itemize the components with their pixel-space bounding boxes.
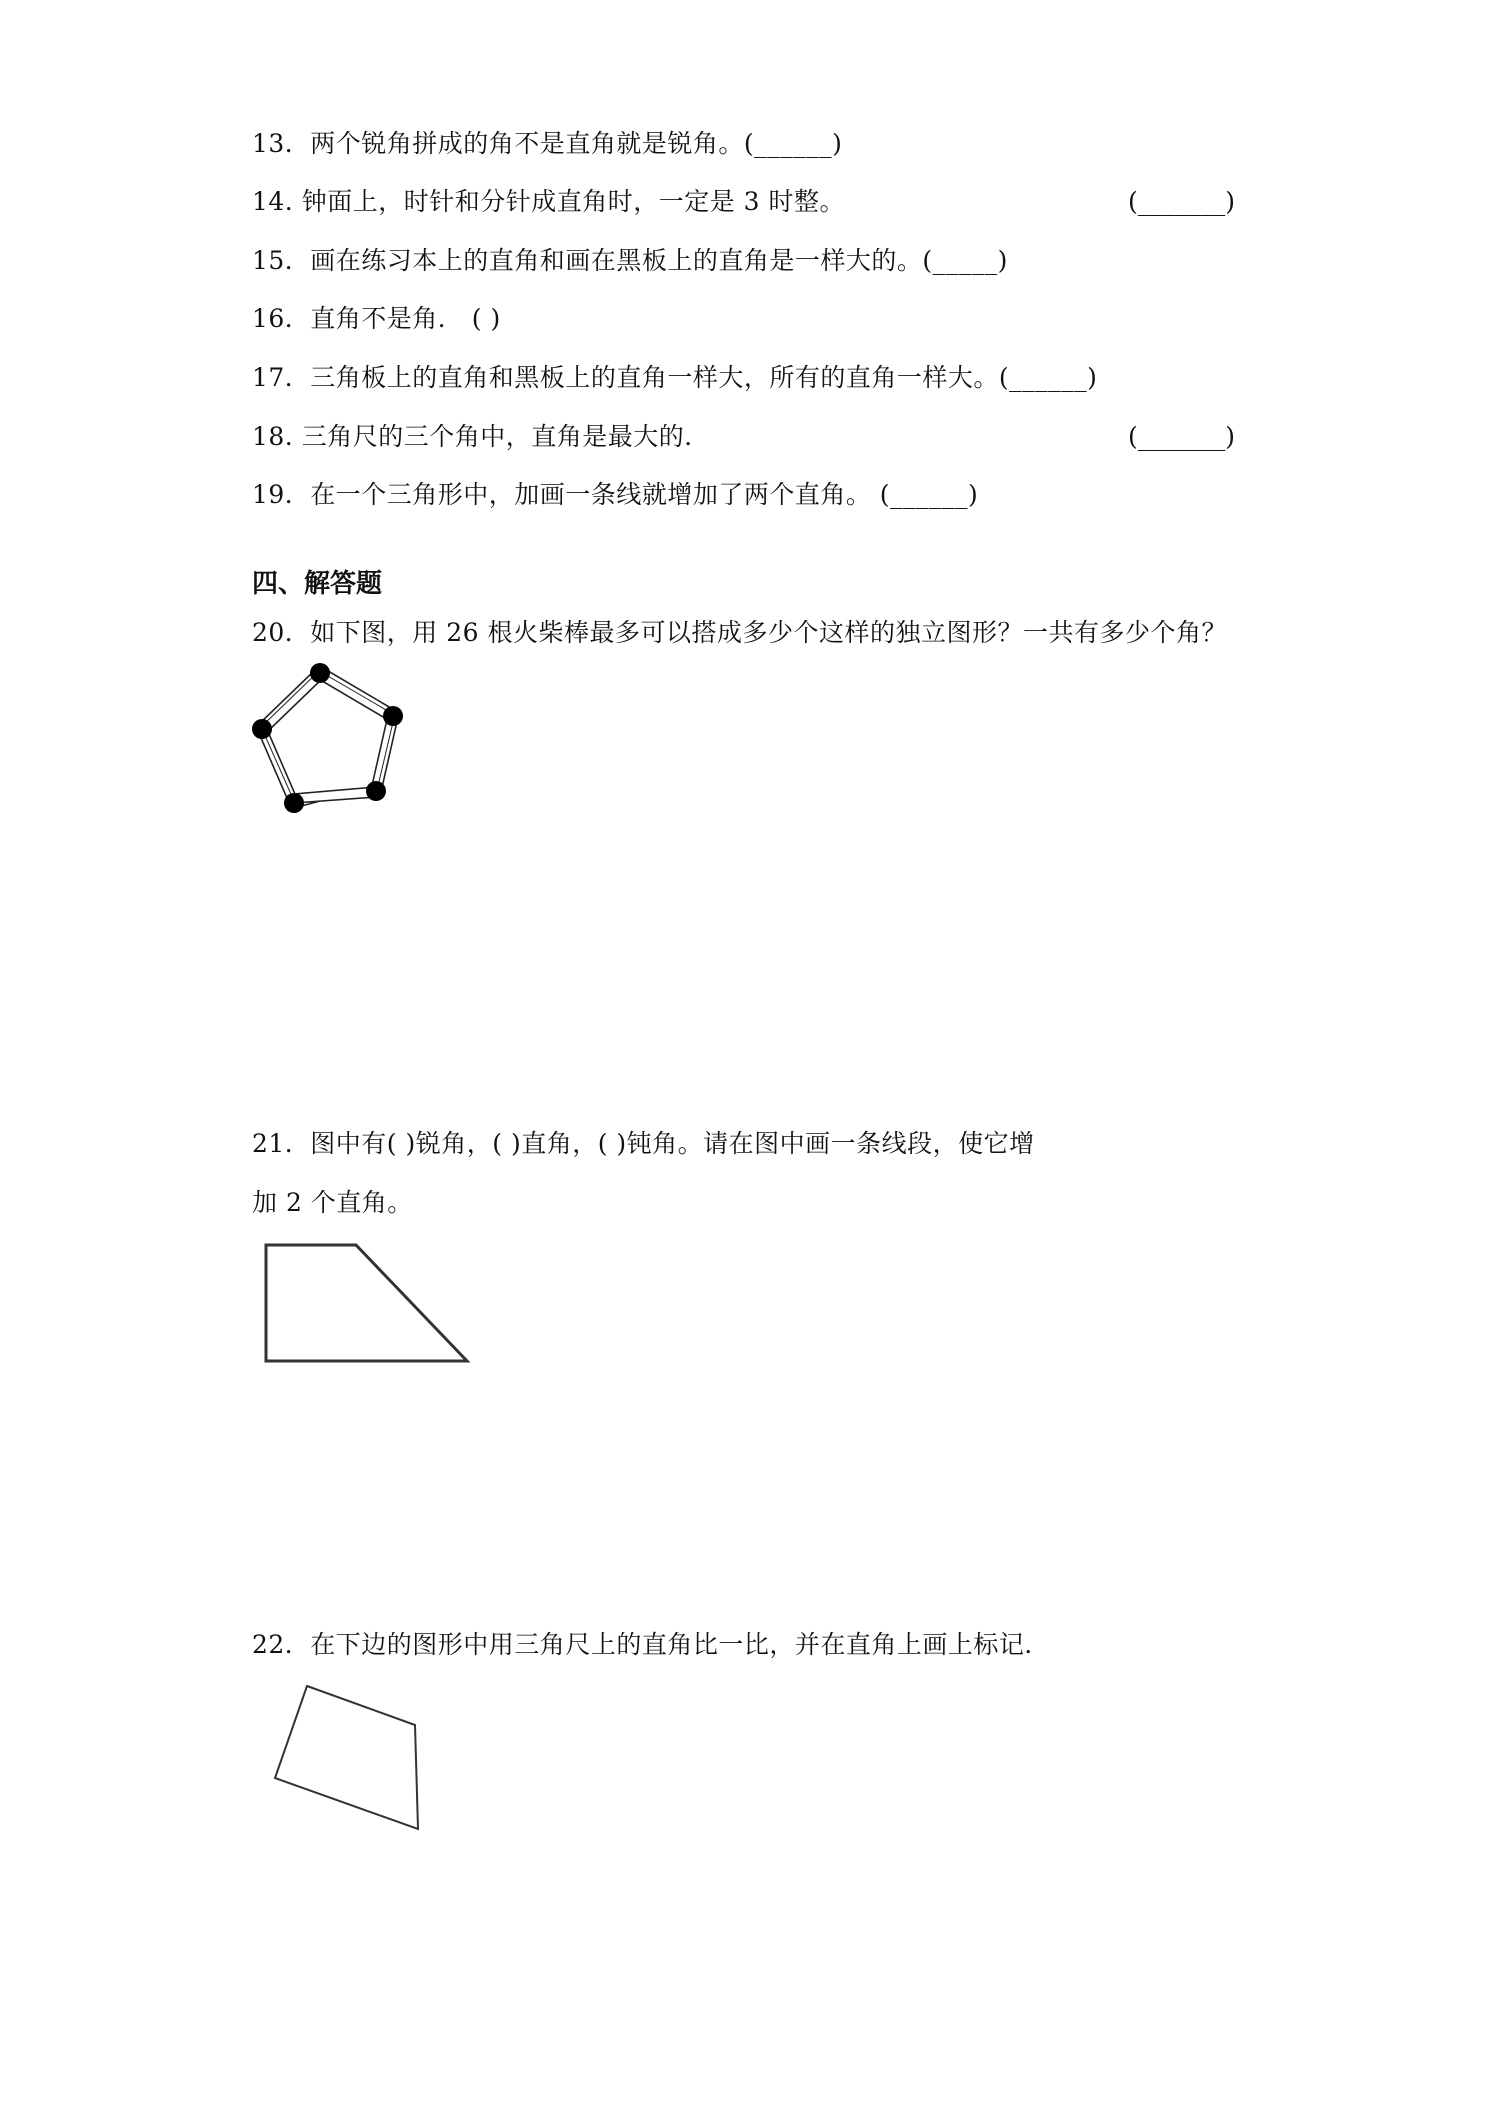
question-19: 19．在一个三角形中，加画一条线就增加了两个直角。 (______) bbox=[252, 480, 979, 509]
question-14: 14. 钟面上，时针和分针成直角时，一定是 3 时整。 bbox=[252, 187, 846, 216]
matchstick bbox=[294, 787, 376, 803]
problem-21-line-2: 加 2 个直角。 bbox=[252, 1188, 413, 1217]
trapezoid-outline bbox=[266, 1245, 467, 1361]
question-14-answer-blank: (_______) bbox=[1128, 187, 1236, 216]
problem-22: 22．在下边的图形中用三角尺上的直角比一比，并在直角上画上标记． bbox=[252, 1630, 1050, 1659]
question-16: 16．直角不是角． ( ) bbox=[252, 304, 501, 333]
match-head bbox=[284, 793, 304, 813]
match-head bbox=[383, 706, 403, 726]
problem-21-line-1: 21．图中有( )锐角，( )直角，( )钝角。请在图中画一条线段，使它增 bbox=[252, 1129, 1035, 1158]
question-17: 17．三角板上的直角和黑板上的直角一样大，所有的直角一样大。(______) bbox=[252, 363, 1098, 392]
question-18: 18. 三角尺的三个角中，直角是最大的． bbox=[252, 422, 710, 451]
match-head bbox=[366, 781, 386, 801]
quadrilateral-figure bbox=[270, 1680, 430, 1840]
matchstick-pentagon-figure bbox=[250, 660, 410, 820]
question-18-answer-blank: (_______) bbox=[1128, 422, 1236, 451]
section-title: 四、解答题 bbox=[252, 569, 383, 599]
matchstick bbox=[371, 715, 398, 792]
problem-20: 20．如下图，用 26 根火柴棒最多可以搭成多少个这样的独立图形？一共有多少个角？ bbox=[252, 618, 1228, 647]
match-head bbox=[310, 663, 330, 683]
right-trapezoid-figure bbox=[260, 1240, 480, 1370]
question-13: 13．两个锐角拼成的角不是直角就是锐角。(______) bbox=[252, 129, 843, 158]
question-15: 15．画在练习本上的直角和画在黑板上的直角是一样大的。(_____) bbox=[252, 246, 1008, 275]
quadrilateral-outline bbox=[275, 1686, 418, 1829]
match-head bbox=[252, 719, 272, 739]
